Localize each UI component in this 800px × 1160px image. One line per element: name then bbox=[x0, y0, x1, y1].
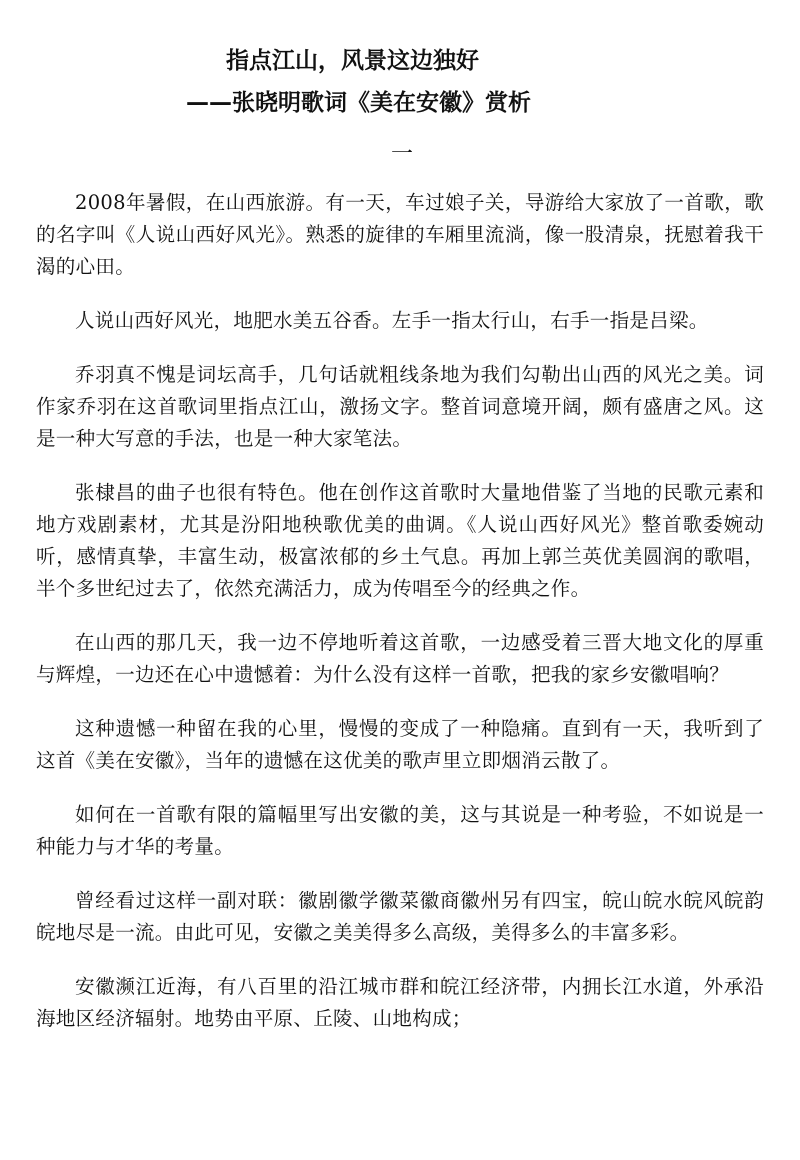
paragraph-6: 这种遗憾一种留在我的心里，慢慢的变成了一种隐痛。直到有一天，我听到了这首《美在安徽》，当年的遗憾在这优美的歌声里立即烟消云散了。 bbox=[36, 717, 764, 772]
paragraph-1: 2008年暑假，在山西旅游。有一天，车过娘子关，导游给大家放了一首歌，歌的名字叫《人说山西好风光》。熟悉的旋律的车厢里流淌，像一股清泉，抚慰着我干渴的心田。 bbox=[36, 191, 764, 278]
paragraph-2: 人说山西好风光，地肥水美五谷香。左手一指太行山，右手一指是吕梁。 bbox=[75, 309, 709, 332]
paragraph-4: 张棣昌的曲子也很有特色。他在创作这首歌时大量地借鉴了当地的民歌元素和地方戏剧素材，尤其是汾阳地秧歌优美的曲调。《人说山西好风光》整首歌委婉动听，感情真挚，丰富生动，极富浓郁的乡土气息。再加上郭兰英优美圆润的歌唱，半个多世纪过去了，依然充满活力，成为传唱至今的经典之作。 bbox=[36, 481, 764, 600]
paragraph-3: 乔羽真不愧是词坛高手，几句话就粗线条地为我们勾勒出山西的风光之美。词作家乔羽在这首歌词里指点江山，激扬文字。整首词意境开阔，颇有盛唐之风。这是一种大写意的手法，也是一种大家笔法。 bbox=[36, 363, 764, 450]
paragraph-7: 如何在一首歌有限的篇幅里写出安徽的美，这与其说是一种考验，不如说是一种能力与才华的考量。 bbox=[36, 803, 764, 858]
document-title: 指点江山，风景这边独好 bbox=[226, 48, 479, 74]
document-subtitle: ——张晓明歌词《美在安徽》赏析 bbox=[186, 90, 531, 116]
paragraph-5: 在山西的那几天，我一边不停地听着这首歌，一边感受着三晋大地文化的厚重与辉煌，一边还在心中遗憾着：为什么没有这样一首歌，把我的家乡安徽唱响？ bbox=[36, 631, 764, 686]
section-number: 一 bbox=[390, 142, 413, 167]
paragraph-9: 安徽濒江近海，有八百里的沿江城市群和皖江经济带，内拥长江水道，外承沿海地区经济辐射。地势由平原、丘陵、山地构成； bbox=[36, 975, 764, 1030]
paragraph-8: 曾经看过这样一副对联：徽剧徽学徽菜徽商徽州另有四宝，皖山皖水皖风皖韵皖地尽是一流。由此可见，安徽之美美得多么高级，美得多么的丰富多彩。 bbox=[36, 889, 764, 944]
